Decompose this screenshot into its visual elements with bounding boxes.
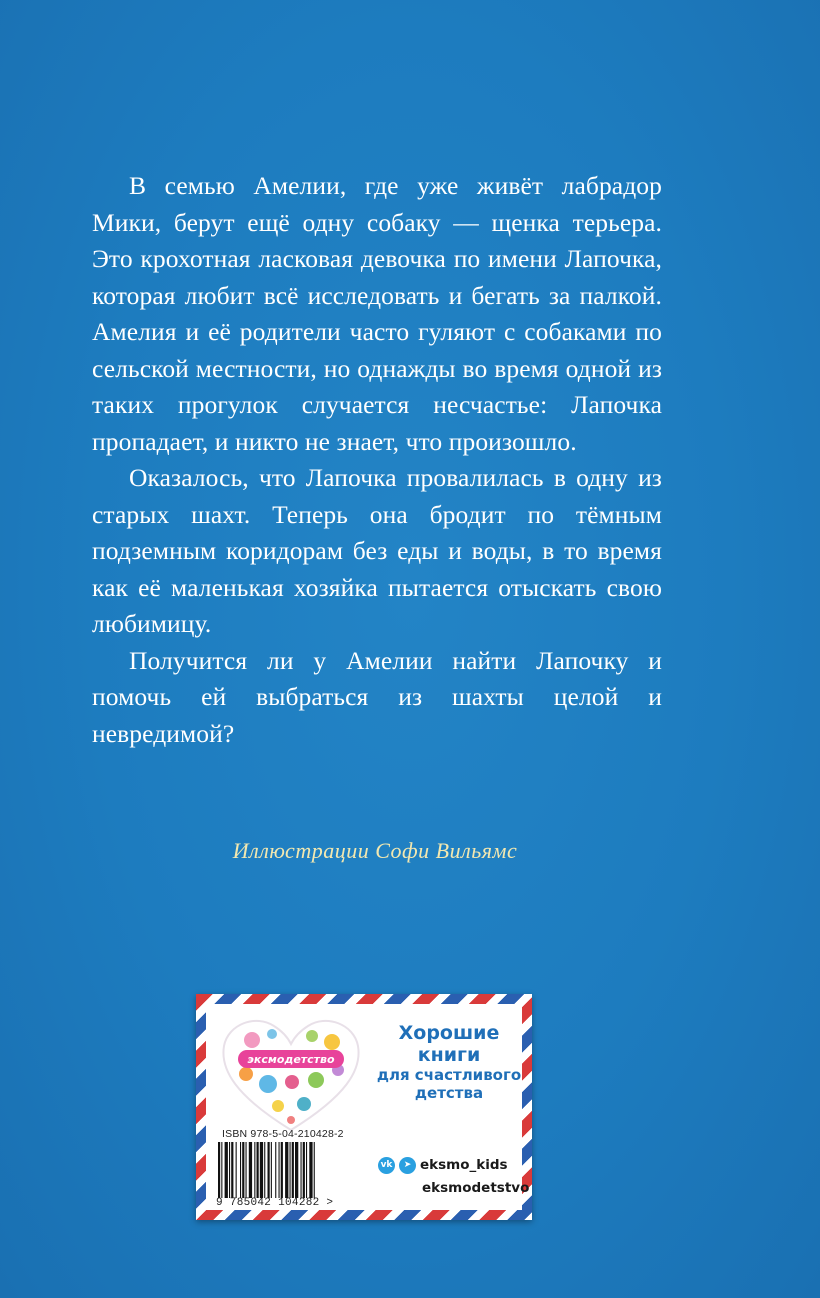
social-handle-kids: eksmo_kids [420,1157,508,1173]
blurb-paragraph-3: Получится ли у Амелии найти Лапочку и помочь ей выбраться из шахты целой и невредимой? [92,645,662,748]
illustrator-credit: Иллюстрации Софи Вильямс [232,838,518,863]
social-row-kids[interactable] [378,1154,538,1176]
slogan-line-3: для счастливого [376,1066,522,1084]
publisher-logo-heart [216,1012,366,1134]
blurb-text [92,168,662,752]
blurb-paragraph-2: Оказалось, что Лапочка провалилась в одну из старых шахт. Теперь она бродит по тёмным подземным коридорам без еды и воды, в то время как её маленькая хозяйка пытается отыскать свою любимицу. [92,463,662,638]
barcode [216,1142,362,1198]
telegram-icon: ➤ [399,1157,416,1174]
slogan-line-4: детства [414,1084,484,1102]
publisher-slogan [364,1022,534,1102]
logo-wordmark: эксмодетство [247,1053,335,1066]
slogan-line-1: Хорошие [398,1022,500,1044]
social-handle-detstvo[interactable]: eksmodetstvo [422,1180,530,1196]
slogan-line-2: книги [417,1044,481,1066]
barcode-block [216,1128,364,1214]
postcard-body [206,1004,530,1210]
isbn-label: ISBN 978-5-04-210428-2 [222,1128,344,1140]
social-links [378,1154,538,1196]
barcode-number: 9 785042 104282 > [216,1197,334,1209]
vk-icon: vk [378,1157,395,1174]
blurb-paragraph-1: В семью Амелии, где уже живёт лабрадор Мики, берут ещё одну собаку — щенка терьера. Это крохотная ласковая девочка по имени Лапочка, которая любит всё исследовать и бегать за палкой. Амелия и её родители часто гуляют с собаками по сельской местности, но однажды во время одной из таких прогулок случается несчастье: Лапочка пропадает, и никто не знает, что произошло. [92,171,662,456]
publisher-postcard [196,994,532,1220]
